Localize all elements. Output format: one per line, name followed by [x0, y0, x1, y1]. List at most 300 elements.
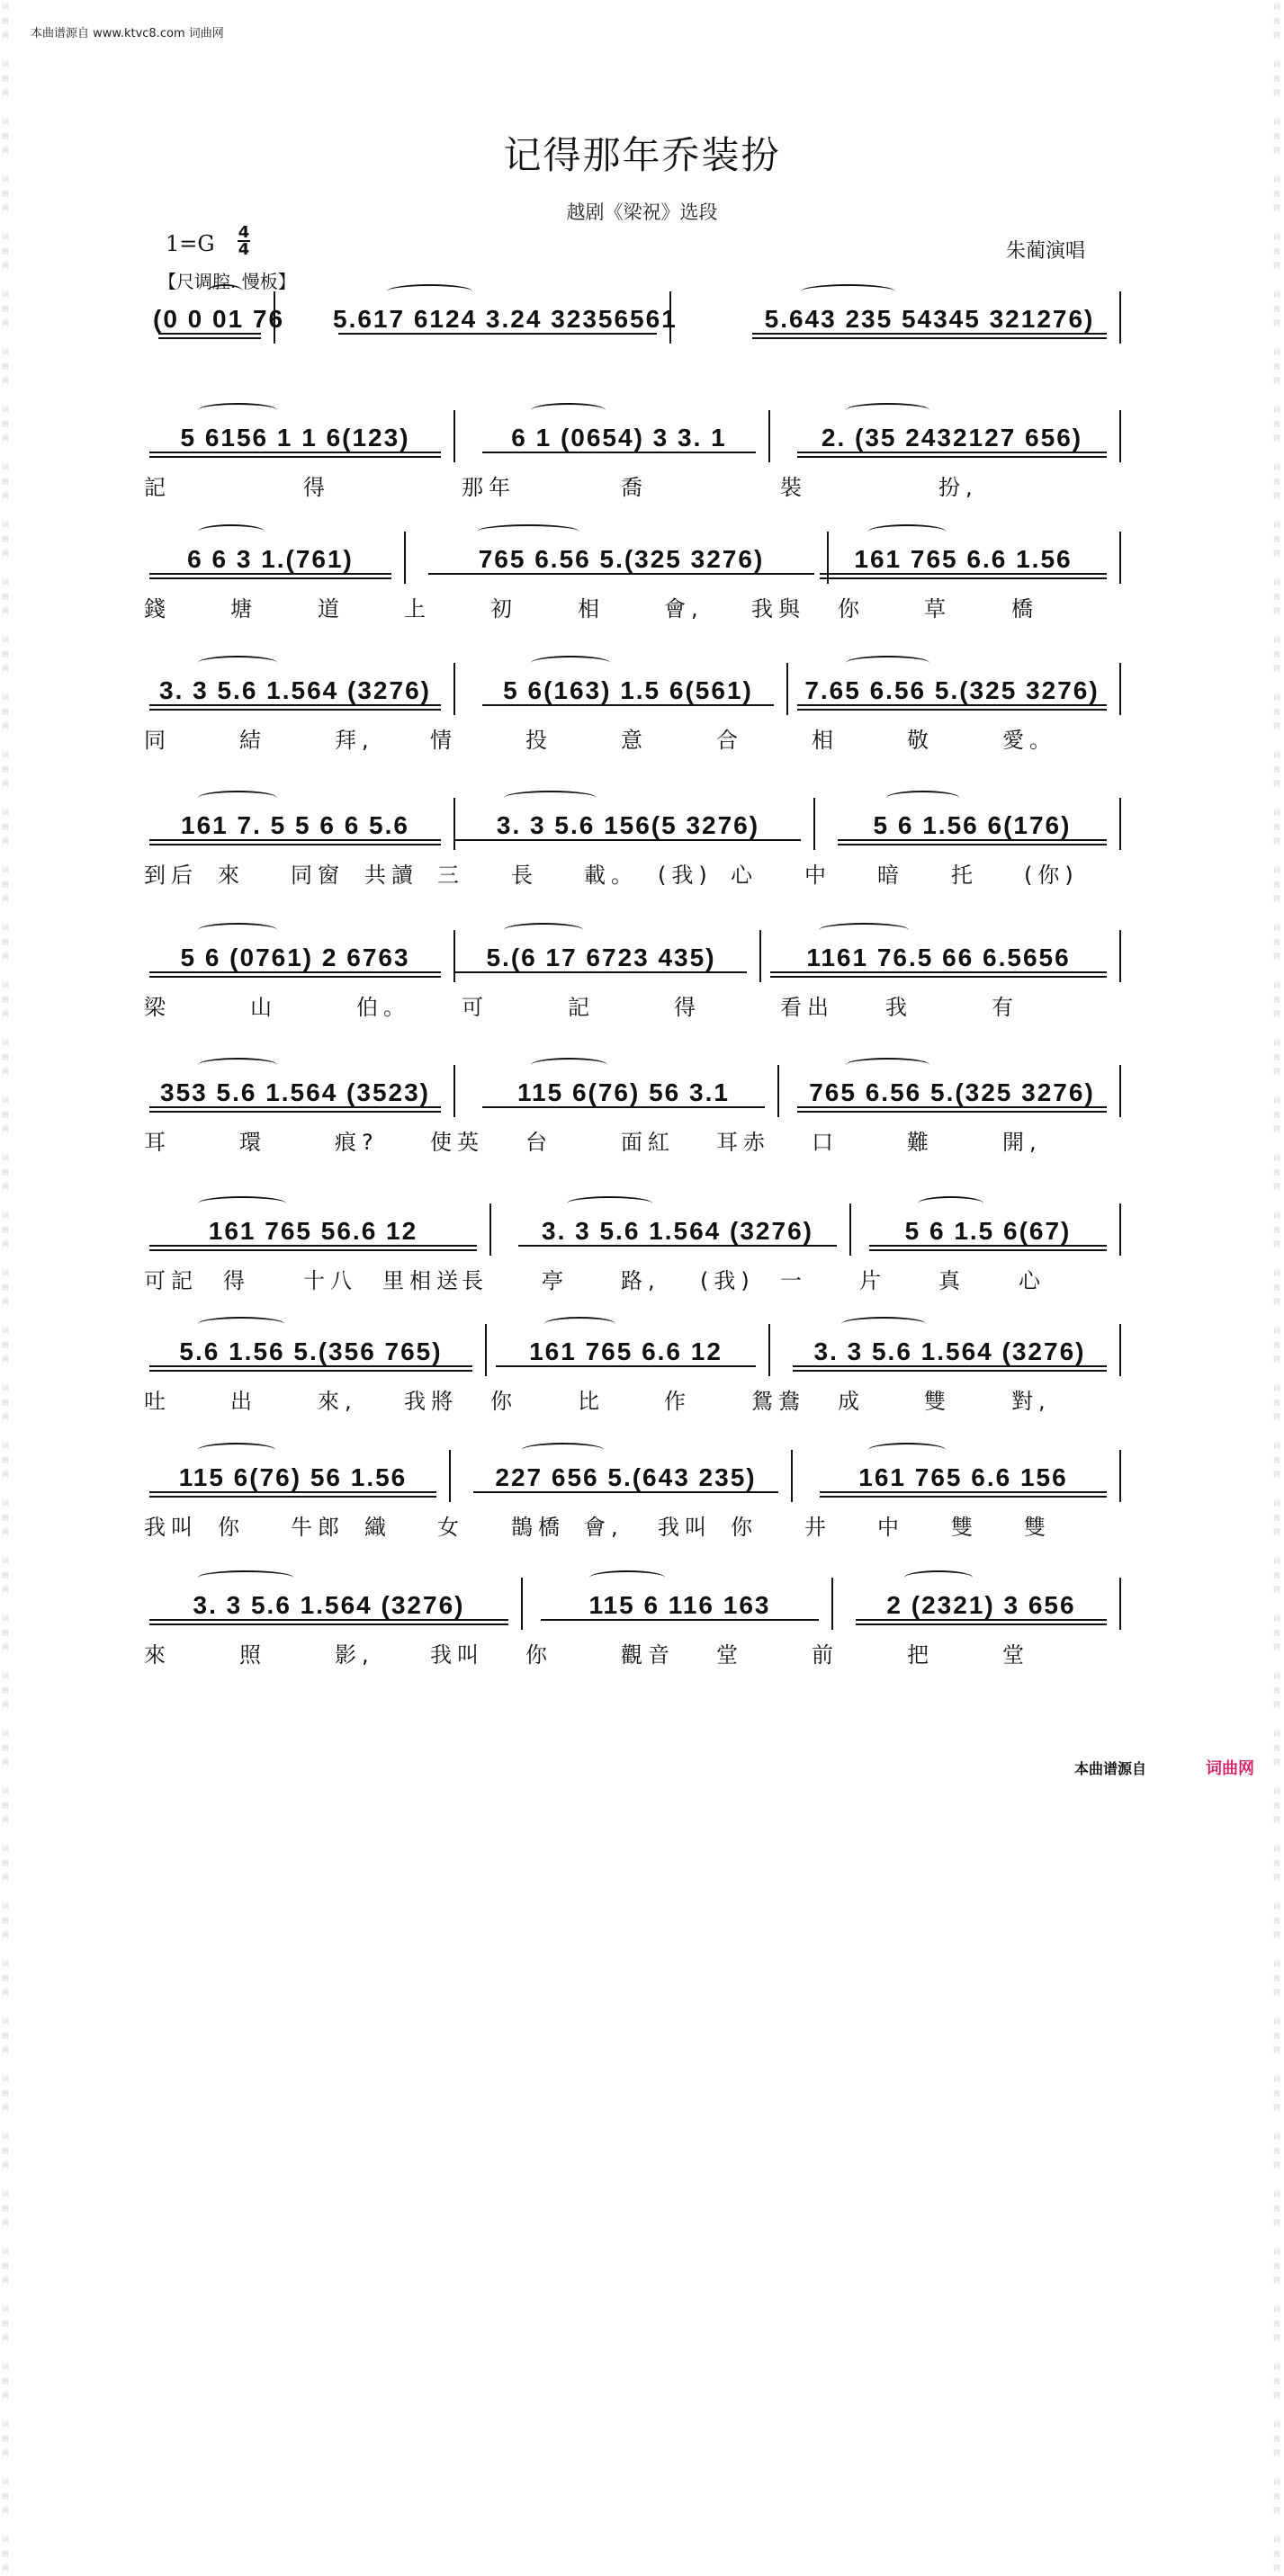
measure: 161 765 56.6 12: [144, 1209, 482, 1254]
underline-beam: [455, 839, 801, 841]
lyric-word: 錢: [144, 596, 171, 622]
lyrics-row: [144, 591, 1152, 622]
underline-beam: [869, 1245, 1107, 1247]
underline-beam: [838, 839, 1107, 841]
lyrics-row: [144, 1637, 1152, 1668]
barline: [786, 663, 788, 715]
lyric-word: 暗: [877, 863, 904, 888]
measure: 115 6(76) 56 3.1: [477, 1070, 770, 1115]
measure: 161 765 6.6 1.56: [814, 537, 1112, 582]
lyric-word: 中: [804, 863, 831, 888]
lyric-word: 鴛鴦: [751, 1389, 805, 1414]
double-beam: [149, 1370, 472, 1372]
lyric-word: 片: [859, 1268, 886, 1293]
underline-beam: [149, 1491, 436, 1493]
underline-beam: [473, 1491, 778, 1493]
lyric-word: 把: [907, 1642, 934, 1668]
underline-beam: [455, 971, 747, 973]
double-beam: [149, 577, 391, 579]
lyric-word: 得: [674, 995, 701, 1020]
page-subtitle: 越剧《梁祝》选段: [566, 201, 718, 223]
lyric-word: 會,: [584, 1515, 624, 1540]
source-header: 本曲谱源自 www.ktvc8.com 词曲网: [31, 27, 224, 40]
measure: 5.6 1.56 5.(356 765): [144, 1329, 478, 1374]
score-line: [144, 1455, 1152, 1540]
barline: [453, 1065, 455, 1117]
underline-beam: [149, 1619, 508, 1621]
lyric-word: 可: [462, 995, 489, 1020]
lyric-word: 結: [239, 728, 266, 753]
barline: [1119, 1450, 1121, 1502]
barline: [791, 1450, 793, 1502]
lyric-word: 觀音: [621, 1642, 675, 1668]
lyric-word: 女: [437, 1515, 464, 1540]
measure: 227 656 5.(643 235): [468, 1455, 784, 1500]
lyric-word: 中: [877, 1515, 904, 1540]
measure: 353 5.6 1.564 (3523): [144, 1070, 446, 1115]
barline: [449, 1450, 451, 1502]
lyric-word: 口: [812, 1130, 839, 1155]
lyric-word: 雙: [1024, 1515, 1051, 1540]
underline-beam: [541, 1619, 819, 1621]
underline-beam: [856, 1619, 1107, 1621]
lyric-word: 同窗: [291, 863, 345, 888]
measure: 7.65 6.56 5.(325 3276): [792, 668, 1112, 713]
lyric-word: 伯。: [356, 995, 410, 1020]
double-beam: [838, 844, 1107, 845]
lyric-word: (你): [1024, 863, 1079, 888]
lyric-word: 相: [812, 728, 839, 753]
underline-beam: [482, 704, 774, 706]
double-beam: [149, 976, 441, 978]
score-line: [144, 1329, 1152, 1414]
underline-beam: [820, 573, 1107, 575]
measure: 1161 76.5 66 6.5656: [765, 935, 1112, 980]
notes-row: [144, 1329, 1152, 1374]
slur-mark: [198, 1443, 275, 1457]
slur-mark: [531, 1058, 607, 1072]
lyric-word: 拜,: [335, 728, 374, 753]
measure: 115 6(76) 56 1.56: [144, 1455, 442, 1500]
lyric-word: (我): [658, 863, 713, 888]
double-beam: [149, 709, 441, 711]
slur-mark: [198, 1058, 277, 1072]
slur-mark: [198, 1570, 293, 1585]
lyric-word: 會,: [664, 596, 704, 622]
notes-row: [144, 668, 1152, 713]
barline: [1119, 291, 1121, 344]
lyric-word: 一: [780, 1268, 807, 1293]
barline: [1119, 798, 1121, 850]
lyrics-row: [144, 1263, 1152, 1293]
measure: 5.(6 17 6723 435): [450, 935, 752, 980]
lyric-word: 亭: [542, 1268, 569, 1293]
lyric-word: 你: [490, 1389, 517, 1414]
lyrics-row: [144, 351, 1152, 378]
barline: [489, 1203, 491, 1256]
lyric-word: 對,: [1011, 1389, 1051, 1414]
measure: 3. 3 5.6 1.564 (3276): [787, 1329, 1112, 1374]
lyric-word: 那年: [462, 475, 516, 500]
lyric-word: 梁: [144, 995, 171, 1020]
watermark-strip-left: 词 曲 网 词 曲 网 词 曲 网 词 曲 网 词 曲 网 词 曲 网 词 曲 网 词 曲 网 词 曲 网 词 曲 网 词 曲 网 词 曲 网 词 曲 网 词 曲 网 词 曲 网 词 曲 网 词 曲 网 词 曲 网 词 曲 网 词 曲 网 词 曲 网 词 曲 网 词 曲 网 词 曲 网 词 曲 网 词 曲 网 词 曲 网 词 曲 网 词 曲 网 词 曲 网 词 曲 网 词 曲 网 词 曲 网 词 曲 网 词 曲 网 词 曲 网 词 曲 网 词 曲 网 词 曲 网 词 曲 网 词 曲 网 词 曲 网 词 曲 网 词 曲 网 词 曲 网: [2, 3, 9, 2572]
slur-mark: [868, 524, 946, 539]
lyric-word: 共讀: [364, 863, 418, 888]
measure: 6 1 (0654) 3 3. 1: [477, 416, 761, 461]
slur-mark: [846, 1058, 929, 1072]
lyric-word: 成: [838, 1389, 865, 1414]
singer-credit: 朱蔺演唱: [1006, 240, 1086, 263]
barline: [485, 1324, 487, 1376]
page-title: 记得那年乔装扮: [503, 133, 781, 177]
lyric-word: 可記: [144, 1268, 198, 1293]
underline-beam: [496, 1365, 756, 1367]
lyric-word: 上: [404, 596, 431, 622]
double-beam: [797, 456, 1107, 458]
slur-mark: [207, 284, 243, 299]
key-signature: 1=G: [166, 231, 215, 256]
lyric-word: 十八: [303, 1268, 357, 1293]
double-beam: [797, 1111, 1107, 1113]
notes-row: [144, 1209, 1152, 1254]
lyric-word: 里相送: [382, 1268, 463, 1293]
lyric-word: 橋: [1011, 596, 1038, 622]
underline-beam: [797, 704, 1107, 706]
slur-mark: [522, 1443, 604, 1457]
lyric-word: 台: [525, 1130, 552, 1155]
lyric-word: 你: [525, 1642, 552, 1668]
underline-beam: [482, 452, 756, 453]
lyric-word: 面紅: [621, 1130, 675, 1155]
underline-beam: [149, 452, 441, 453]
barline: [274, 291, 275, 344]
barline: [1119, 930, 1121, 982]
slur-mark: [531, 656, 610, 670]
underline-beam: [752, 333, 1107, 335]
barline: [1119, 1578, 1121, 1630]
measure: 161 765 6.6 156: [814, 1455, 1112, 1500]
lyric-word: 環: [239, 1130, 266, 1155]
lyric-word: 意: [621, 728, 648, 753]
double-beam: [149, 1111, 441, 1113]
time-signature-top: 4: [238, 223, 250, 242]
double-beam: [149, 1249, 477, 1251]
lyric-word: 難: [907, 1130, 934, 1155]
lyric-word: 雙: [924, 1389, 951, 1414]
barline: [1119, 663, 1121, 715]
lyric-word: 你: [731, 1515, 758, 1540]
lyric-word: 出: [230, 1389, 257, 1414]
double-beam: [820, 577, 1107, 579]
notes-row: [144, 1070, 1152, 1115]
lyric-word: 有: [992, 995, 1019, 1020]
measure: 161 7. 5 5 6 6 5.6: [144, 803, 446, 848]
measure: 5 6 1.56 6(176): [832, 803, 1112, 848]
lyrics-row: [144, 722, 1152, 753]
lyric-word: 吐: [144, 1389, 171, 1414]
measure: 5 6(163) 1.5 6(561): [477, 668, 779, 713]
lyrics-row: [144, 1124, 1152, 1155]
lyric-word: 心: [731, 863, 758, 888]
double-beam: [158, 337, 261, 339]
lyric-word: 來,: [318, 1389, 357, 1414]
measure: 6 6 3 1.(761): [144, 537, 397, 582]
lyric-word: 情: [430, 728, 457, 753]
score-line: [144, 1209, 1152, 1293]
underline-beam: [793, 1365, 1107, 1367]
lyric-word: 心: [1019, 1268, 1046, 1293]
slur-mark: [567, 1196, 652, 1211]
notes-row: [144, 1583, 1152, 1628]
barline: [453, 410, 455, 462]
lyric-word: 我叫: [144, 1515, 198, 1540]
lyric-word: 托: [951, 863, 978, 888]
slur-mark: [841, 1317, 926, 1331]
double-beam: [149, 1623, 508, 1625]
barline: [521, 1578, 523, 1630]
lyric-word: 愛。: [1002, 728, 1056, 753]
lyric-word: 敬: [907, 728, 934, 753]
tempo-marking: 【尺调腔. 慢板】: [158, 271, 296, 292]
barline: [759, 930, 761, 982]
double-beam: [820, 1496, 1107, 1498]
underline-beam: [149, 1245, 477, 1247]
lyrics-row: [144, 1509, 1152, 1540]
measure: 5 6 1.5 6(67): [864, 1209, 1112, 1254]
lyric-word: 同: [144, 728, 171, 753]
lyric-word: 三: [437, 863, 464, 888]
lyric-word: 塘: [230, 596, 257, 622]
lyric-word: 我與: [751, 596, 805, 622]
measure: 5.617 6124 3.24 32356561: [333, 305, 678, 333]
measure: 161 765 6.6 12: [490, 1329, 761, 1374]
measure: 765 6.56 5.(325 3276): [792, 1070, 1112, 1115]
slur-mark: [589, 1570, 665, 1585]
lyric-word: 我叫: [658, 1515, 712, 1540]
lyric-word: 記: [568, 995, 595, 1020]
underline-beam: [158, 333, 261, 335]
slur-mark: [886, 791, 959, 805]
slur-mark: [504, 923, 583, 937]
lyric-word: 得: [303, 475, 330, 500]
lyric-word: 載。: [584, 863, 638, 888]
lyrics-row: [144, 1383, 1152, 1414]
double-beam: [770, 976, 1107, 978]
slur-mark: [544, 1317, 615, 1331]
double-beam: [149, 456, 441, 458]
underline-beam: [428, 573, 814, 575]
barline: [777, 1065, 779, 1117]
score-line: [144, 803, 1152, 888]
lyric-word: 真: [938, 1268, 965, 1293]
lyric-word: 使英: [430, 1130, 484, 1155]
notes-row: [144, 1455, 1152, 1500]
barline: [1119, 1324, 1121, 1376]
watermark-strip-right: 词 曲 网 词 曲 网 词 曲 网 词 曲 网 词 曲 网 词 曲 网 词 曲 网 词 曲 网 词 曲 网 词 曲 网 词 曲 网 词 曲 网 词 曲 网 词 曲 网 词 曲 网 词 曲 网 词 曲 网 词 曲 网 词 曲 网 词 曲 网 词 曲 网 词 曲 网 词 曲 网 词 曲 网 词 曲 网 词 曲 网 词 曲 网 词 曲 网 词 曲 网 词 曲 网 词 曲 网 词 曲 网 词 曲 网 词 曲 网 词 曲 网 词 曲 网 词 曲 网 词 曲 网 词 曲 网 词 曲 网 词 曲 网 词 曲 网 词 曲 网 词 曲 网 词 曲 网: [1273, 3, 1280, 2572]
measure: 115 6 116 163: [535, 1583, 824, 1628]
time-signature: [238, 225, 250, 257]
lyric-word: 路,: [621, 1268, 660, 1293]
lyric-word: 你: [838, 596, 865, 622]
underline-beam: [338, 333, 657, 335]
lyrics-row: [144, 989, 1152, 1020]
score-line: [144, 668, 1152, 753]
barline: [831, 1578, 833, 1630]
lyric-word: 我將: [404, 1389, 458, 1414]
slur-mark: [198, 524, 265, 539]
slur-mark: [477, 524, 579, 539]
notes-row: [144, 297, 1152, 342]
lyric-word: 來: [218, 863, 245, 888]
measure: 765 6.56 5.(325 3276): [423, 537, 820, 582]
lyric-word: 道: [318, 596, 345, 622]
score-line: [144, 1583, 1152, 1668]
barline: [1119, 1065, 1121, 1117]
lyric-word: 投: [525, 728, 552, 753]
underline-beam: [149, 704, 441, 706]
barline: [453, 663, 455, 715]
lyric-word: 長: [462, 1268, 489, 1293]
lyric-word: 比: [578, 1389, 605, 1414]
barline: [1119, 410, 1121, 462]
score-line: [144, 537, 1152, 622]
time-signature-bottom: 4: [238, 240, 250, 259]
lyric-word: 長: [511, 863, 538, 888]
score-line: [144, 1070, 1152, 1155]
measure: 5.643 235 54345 321276): [747, 297, 1112, 342]
measure: 3. 3 5.6 1.564 (3276): [144, 1583, 514, 1628]
lyric-word: 初: [490, 596, 517, 622]
measure: 3. 3 5.6 1.564 (3276): [144, 668, 446, 713]
measure: 5 6 (0761) 2 6763: [144, 935, 446, 980]
slur-mark: [846, 656, 929, 670]
lyric-word: 堂: [716, 1642, 743, 1668]
double-beam: [149, 844, 441, 845]
lyric-word: 影,: [335, 1642, 374, 1668]
barline: [813, 798, 815, 850]
notes-row: [144, 537, 1152, 582]
slur-mark: [198, 791, 277, 805]
lyric-word: 鵲橋: [511, 1515, 565, 1540]
double-beam: [752, 337, 1107, 339]
lyric-word: 草: [924, 596, 951, 622]
double-beam: [869, 1249, 1107, 1251]
slur-mark: [904, 1570, 973, 1585]
lyric-word: 到后: [144, 863, 198, 888]
measure: (0 0 01 76: [153, 297, 266, 342]
double-beam: [797, 709, 1107, 711]
slur-mark: [819, 923, 909, 937]
slur-mark: [504, 791, 597, 805]
lyric-word: 雙: [951, 1515, 978, 1540]
lyric-word: 相: [578, 596, 605, 622]
lyric-word: 裝: [780, 475, 807, 500]
lyric-word: 我: [885, 995, 912, 1020]
slur-mark: [846, 403, 929, 417]
lyric-word: 得: [223, 1268, 250, 1293]
lyric-word: 喬: [621, 475, 648, 500]
double-beam: [793, 1370, 1107, 1372]
slur-mark: [868, 1443, 946, 1457]
underline-beam: [149, 839, 441, 841]
underline-beam: [149, 1365, 472, 1367]
underline-beam: [149, 1106, 441, 1108]
slur-mark: [198, 656, 277, 670]
lyric-word: 看出: [780, 995, 834, 1020]
barline: [669, 291, 671, 344]
underline-beam: [820, 1491, 1107, 1493]
notes-row: [144, 416, 1152, 461]
lyric-word: 開,: [1002, 1130, 1042, 1155]
notes-row: [144, 803, 1152, 848]
slur-mark: [918, 1196, 983, 1211]
measure: 2 (2321) 3 656: [850, 1583, 1112, 1628]
lyric-word: 扮,: [938, 475, 978, 500]
barline: [1119, 532, 1121, 584]
lyric-word: 你: [218, 1515, 245, 1540]
score-line: [144, 935, 1152, 1020]
double-beam: [149, 1496, 436, 1498]
lyric-word: 織: [364, 1515, 391, 1540]
slur-mark: [531, 403, 606, 417]
slur-mark: [801, 284, 895, 299]
lyric-word: 合: [716, 728, 743, 753]
lyric-word: (我): [700, 1268, 755, 1293]
footer-source: 本曲谱源自: [1074, 1760, 1147, 1777]
score-line: [144, 297, 1152, 344]
slur-mark: [198, 1317, 284, 1331]
lyric-word: 耳赤: [716, 1130, 770, 1155]
underline-beam: [797, 1106, 1107, 1108]
slur-mark: [198, 403, 277, 417]
barline: [404, 532, 406, 584]
lyric-word: 耳: [144, 1130, 171, 1155]
slur-mark: [387, 284, 472, 299]
lyric-word: 井: [804, 1515, 831, 1540]
lyric-word: 我叫: [430, 1642, 484, 1668]
double-beam: [856, 1623, 1107, 1625]
notes-row: [144, 935, 1152, 980]
barline: [1119, 1203, 1121, 1256]
underline-beam: [482, 1106, 765, 1108]
lyrics-row: [144, 470, 1152, 500]
underline-beam: [149, 971, 441, 973]
underline-beam: [797, 452, 1107, 453]
lyrics-row: [144, 857, 1152, 888]
lyric-word: 前: [812, 1642, 839, 1668]
lyric-word: 山: [250, 995, 277, 1020]
footer-brand: 词曲网: [1206, 1759, 1254, 1778]
measure: 3. 3 5.6 1.564 (3276): [513, 1209, 842, 1254]
slur-mark: [198, 1196, 286, 1211]
underline-beam: [770, 971, 1107, 973]
lyric-word: 痕?: [335, 1130, 379, 1155]
barline: [768, 1324, 770, 1376]
lyric-word: 記: [144, 475, 171, 500]
barline: [768, 410, 770, 462]
lyric-word: 堂: [1002, 1642, 1029, 1668]
underline-beam: [518, 1245, 837, 1247]
measure: 5 6156 1 1 6(123): [144, 416, 446, 461]
lyric-word: 來: [144, 1642, 171, 1668]
underline-beam: [149, 573, 391, 575]
score-line: [144, 416, 1152, 500]
measure: 3. 3 5.6 156(5 3276): [450, 803, 806, 848]
lyric-word: 照: [239, 1642, 266, 1668]
lyric-word: 作: [664, 1389, 691, 1414]
slur-mark: [198, 923, 277, 937]
barline: [849, 1203, 851, 1256]
